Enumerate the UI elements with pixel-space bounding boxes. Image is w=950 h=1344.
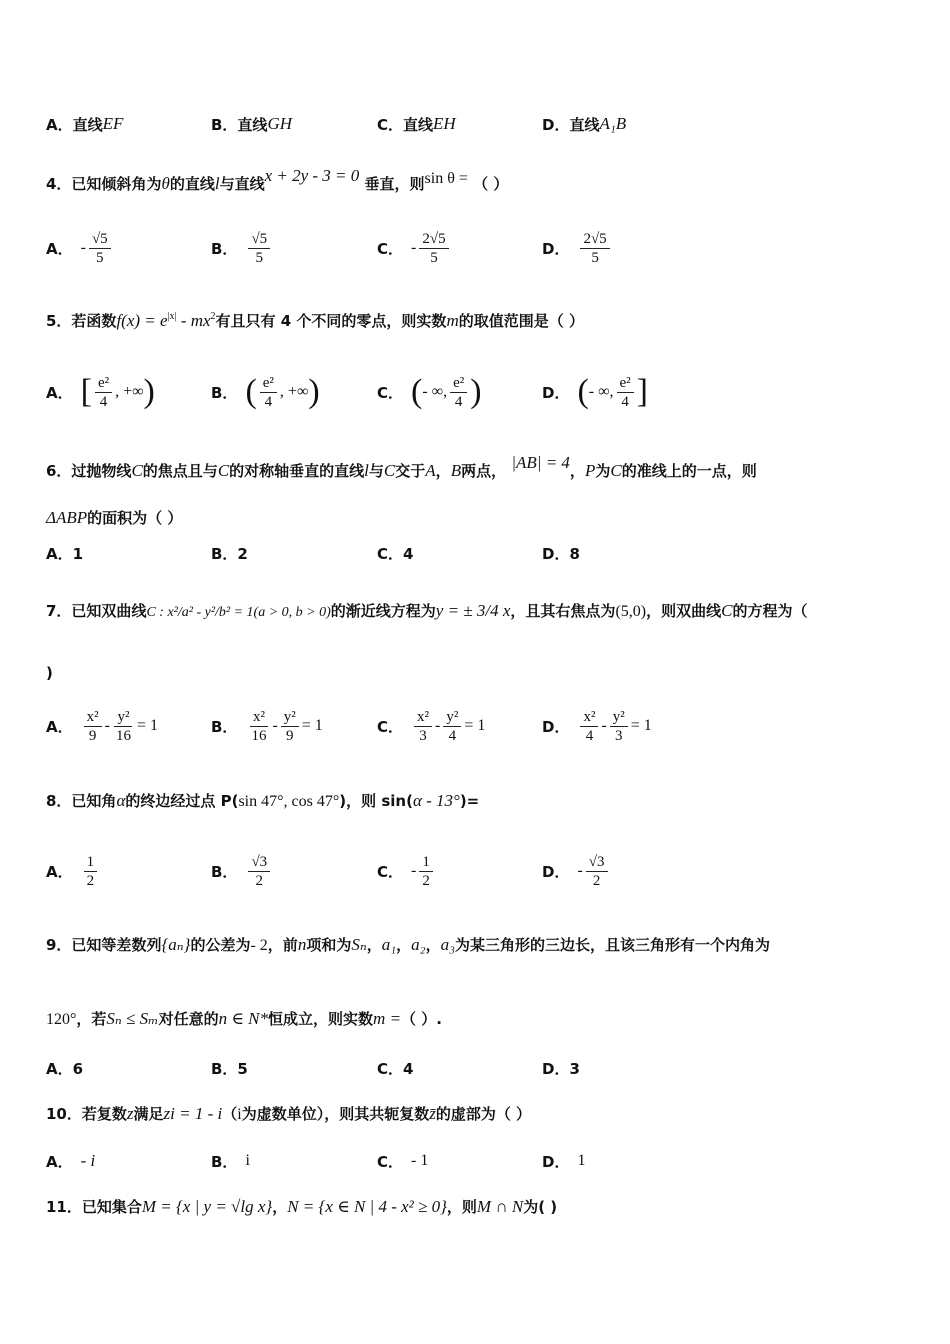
denominator: 5 bbox=[96, 249, 104, 266]
q8-options bbox=[46, 851, 906, 891]
q10-option-c[interactable] bbox=[377, 1141, 428, 1181]
q4-text: 4．已知倾斜角为 bbox=[46, 175, 162, 193]
q3-options bbox=[46, 104, 906, 144]
option-label: A． bbox=[46, 862, 73, 881]
q10-option-a[interactable] bbox=[46, 1141, 95, 1181]
q9-options bbox=[46, 1048, 906, 1088]
denominator: 2 bbox=[592, 872, 601, 889]
q8-point: sin 47°, cos 47° bbox=[238, 793, 340, 810]
q6-comma: ， bbox=[435, 462, 451, 480]
q5-square: 2 bbox=[210, 311, 216, 322]
option-label: A． bbox=[46, 239, 73, 258]
interval-start: - ∞, bbox=[422, 383, 448, 400]
option-fraction bbox=[89, 230, 111, 267]
q6-text: 的对称轴垂直的直线 bbox=[229, 462, 365, 480]
option-label: B． bbox=[211, 239, 238, 258]
q9-text: ，前 bbox=[267, 936, 298, 954]
y-term bbox=[113, 708, 134, 745]
q9-inequality: Sₙ ≤ Sₘ bbox=[106, 1009, 159, 1028]
denominator: 4 bbox=[99, 393, 108, 410]
q7-option-a[interactable]: A． $\frac{\text{x²}}{9}$ - $\frac{\text{y²}}{16}$ = 1 bbox=[46, 708, 158, 744]
q6-option-c[interactable] bbox=[377, 533, 413, 573]
bracket-open: ( bbox=[245, 373, 257, 410]
option-label: D． bbox=[542, 239, 570, 258]
q3-option-d[interactable] bbox=[542, 104, 626, 144]
y-term bbox=[281, 708, 299, 745]
q9-text: 对任意的 bbox=[158, 1010, 219, 1028]
q10-text: （ bbox=[222, 1105, 238, 1123]
option-fraction bbox=[95, 374, 112, 411]
x-term bbox=[580, 708, 598, 745]
q11-set-n: N = {x ∈ N | 4 - x² ≥ 0} bbox=[287, 1197, 447, 1216]
option-label: B． bbox=[211, 717, 238, 736]
q4-option-d[interactable] bbox=[542, 228, 613, 268]
denominator: 4 bbox=[454, 393, 463, 410]
option-fraction bbox=[84, 853, 98, 890]
q5-options bbox=[46, 372, 906, 412]
denominator: 4 bbox=[621, 393, 629, 410]
denominator: 9 bbox=[286, 727, 294, 744]
option-fraction bbox=[260, 374, 277, 411]
q5-option-d[interactable] bbox=[542, 372, 648, 412]
numerator: x² bbox=[414, 708, 432, 727]
q9-text: 的公差为 bbox=[190, 936, 251, 954]
numerator: x² bbox=[250, 708, 268, 727]
option-value: - i bbox=[80, 1151, 96, 1170]
option-label: B．2 bbox=[211, 544, 248, 563]
option-label: C． bbox=[377, 383, 404, 402]
numerator: y² bbox=[443, 708, 461, 727]
denominator: 4 bbox=[264, 393, 273, 410]
x-term bbox=[248, 708, 269, 745]
q10-i: i bbox=[237, 1106, 242, 1123]
numerator: 2√5 bbox=[419, 230, 448, 249]
q6-C: C bbox=[610, 461, 622, 480]
option-value: 1 bbox=[577, 1152, 586, 1169]
numerator: √5 bbox=[248, 230, 270, 249]
q11-comma: ， bbox=[272, 1198, 288, 1216]
option-label: D． bbox=[542, 383, 570, 402]
q9-text: 恒成立，则实数 bbox=[268, 1010, 374, 1028]
q8-text: 8．已知角 bbox=[46, 792, 117, 810]
q7-stem-line1 bbox=[46, 600, 807, 621]
bracket-close: ) bbox=[470, 373, 482, 410]
q9-text: 9．已知等差数列 bbox=[46, 936, 162, 954]
q9-a3: a₃ bbox=[440, 935, 456, 954]
q7-text: 的渐近线方程为 bbox=[330, 602, 436, 620]
option-fraction bbox=[617, 374, 634, 411]
option-label: B．直线 bbox=[211, 115, 268, 134]
numerator: √5 bbox=[89, 230, 111, 249]
option-label: C． bbox=[377, 862, 404, 881]
q10-equation: zi = 1 - i bbox=[163, 1104, 223, 1123]
option-label: B． bbox=[211, 383, 238, 402]
q6-ab-length: |AB| = 4 bbox=[511, 453, 570, 472]
q7-options bbox=[46, 706, 906, 746]
option-label: C． bbox=[377, 239, 404, 258]
q9-stem-line1 bbox=[46, 934, 770, 955]
option-label: D．8 bbox=[542, 544, 580, 563]
q3-option-b[interactable] bbox=[211, 104, 292, 144]
option-math: GH bbox=[267, 114, 292, 133]
equals-one: = 1 bbox=[136, 717, 158, 734]
denominator: 3 bbox=[419, 727, 427, 744]
option-value: i bbox=[245, 1152, 250, 1169]
option-fraction bbox=[580, 230, 609, 267]
option-label: C．4 bbox=[377, 544, 414, 563]
q7-focus: (5,0) bbox=[615, 603, 647, 620]
q7-asymptote: y = ± 3/4 x bbox=[435, 601, 511, 620]
q9-option-a[interactable] bbox=[46, 1048, 83, 1088]
q9-sn: Sₙ bbox=[351, 935, 367, 954]
numerator: e² bbox=[617, 374, 634, 393]
option-label: B． bbox=[211, 862, 238, 881]
option-label: C．4 bbox=[377, 1059, 414, 1078]
equals-one: = 1 bbox=[464, 717, 486, 734]
q9-angle: 120° bbox=[46, 1011, 77, 1028]
option-label: B．5 bbox=[211, 1059, 248, 1078]
q7-option-c[interactable]: C． $\frac{\text{x²}}{3}$ - $\frac{\text{y²}}{4}$ = 1 bbox=[377, 708, 486, 744]
q8-text: 的终边经过点 P( bbox=[125, 792, 239, 810]
q6-text: 与 bbox=[368, 462, 384, 480]
q4-option-a[interactable] bbox=[46, 228, 114, 268]
option-sign: - bbox=[80, 239, 86, 256]
interval-start: - ∞, bbox=[588, 383, 614, 400]
option-label: A． bbox=[46, 717, 73, 736]
q6-text: 两点， bbox=[461, 462, 507, 480]
q10-text: 的虚部为（ ） bbox=[435, 1105, 532, 1123]
option-label: D． bbox=[542, 862, 570, 881]
q11-stem bbox=[46, 1196, 557, 1217]
q6-triangle: ΔABP bbox=[46, 508, 88, 527]
q6-C: C bbox=[217, 461, 230, 480]
q9-comma: ， bbox=[366, 936, 382, 954]
y-term bbox=[610, 708, 628, 745]
q4-option-c[interactable] bbox=[377, 228, 452, 268]
q7-option-b[interactable]: B． $\frac{\text{x²}}{16}$ - $\frac{\text{y²}}{9}$ = 1 bbox=[211, 708, 323, 744]
q6-text: ， bbox=[569, 462, 585, 480]
q11-text: ，则 bbox=[446, 1198, 477, 1216]
bracket-close: ) bbox=[308, 373, 320, 410]
option-label: A．6 bbox=[46, 1059, 84, 1078]
interval-rest: , +∞ bbox=[279, 383, 309, 400]
q6-text: 6．过抛物线 bbox=[46, 462, 132, 480]
q7-paren: ) bbox=[46, 664, 53, 682]
option-fraction bbox=[419, 230, 448, 267]
q11-text: 11．已知集合 bbox=[46, 1198, 142, 1216]
denominator: 16 bbox=[115, 727, 131, 744]
q7-hyperbola: C : x²/a² - y²/b² = 1(a > 0, b > 0) bbox=[146, 605, 331, 620]
q6-option-b[interactable] bbox=[211, 533, 248, 573]
q4-line-l: l bbox=[214, 174, 220, 193]
q9-n: n bbox=[297, 935, 307, 954]
bracket-open: [ bbox=[80, 373, 92, 410]
q4-options bbox=[46, 228, 906, 268]
q8-expression: α - 13° bbox=[412, 791, 460, 810]
q10-stem bbox=[46, 1103, 531, 1124]
denominator: 5 bbox=[430, 249, 438, 266]
q5-text: 5．若函数 bbox=[46, 312, 117, 330]
q8-option-d[interactable] bbox=[542, 851, 611, 891]
q11-text: 为( ) bbox=[523, 1198, 558, 1216]
q9-option-c[interactable] bbox=[377, 1048, 413, 1088]
numerator: 1 bbox=[84, 853, 98, 872]
q11-set-m: M = {x | y = √lg x} bbox=[141, 1197, 273, 1216]
option-label: A． bbox=[46, 1152, 73, 1171]
option-label: D． bbox=[542, 717, 570, 736]
equals-one: = 1 bbox=[301, 717, 323, 734]
q6-stem-line1 bbox=[46, 453, 757, 481]
q7-stem-line2 bbox=[46, 664, 53, 682]
numerator: √3 bbox=[586, 853, 608, 872]
q6-text: 的准线上的一点，则 bbox=[621, 462, 757, 480]
q9-text: 项和为 bbox=[306, 936, 352, 954]
numerator: y² bbox=[281, 708, 299, 727]
q9-comma: ， bbox=[425, 936, 441, 954]
numerator: x² bbox=[580, 708, 598, 727]
denominator: 4 bbox=[448, 727, 457, 744]
option-math: EH bbox=[433, 114, 456, 133]
numerator: y² bbox=[610, 708, 628, 727]
option-label: D． bbox=[542, 1152, 570, 1171]
q10-option-b[interactable] bbox=[211, 1141, 250, 1181]
q8-text: )，则 sin( bbox=[339, 792, 413, 810]
q5-option-c[interactable] bbox=[377, 372, 482, 412]
q9-stem-line2 bbox=[46, 1008, 442, 1029]
option-fraction bbox=[450, 374, 467, 411]
q10-text: 10．若复数 bbox=[46, 1105, 127, 1123]
numerator: e² bbox=[95, 374, 112, 393]
numerator: y² bbox=[114, 708, 132, 727]
q8-alpha: α bbox=[116, 791, 126, 810]
q4-stem bbox=[46, 166, 508, 194]
numerator: e² bbox=[450, 374, 467, 393]
q10-z: z bbox=[126, 1104, 134, 1123]
equals-one: = 1 bbox=[630, 717, 652, 734]
q4-text: 垂直，则 bbox=[364, 175, 425, 193]
q7-C: C bbox=[721, 601, 733, 620]
q5-exponent: |x| bbox=[167, 311, 177, 322]
x-term bbox=[414, 708, 432, 745]
q9-text: 为某三角形的三边长，且该三角形有一个内角为 bbox=[455, 936, 771, 954]
q9-option-b[interactable] bbox=[211, 1048, 248, 1088]
bracket-close: ] bbox=[636, 373, 648, 410]
q4-equation: x + 2y - 3 = 0 bbox=[264, 166, 360, 185]
q6-text: 交于 bbox=[395, 462, 426, 480]
q9-comma: ， bbox=[396, 936, 412, 954]
q9-diff: - 2 bbox=[250, 937, 268, 954]
option-label: B． bbox=[211, 1152, 238, 1171]
option-fraction bbox=[586, 853, 608, 890]
denominator: 16 bbox=[251, 727, 267, 744]
q11-intersection: M ∩ N bbox=[476, 1197, 524, 1216]
denominator: 3 bbox=[615, 727, 623, 744]
y-term bbox=[443, 708, 461, 745]
q8-text: )= bbox=[459, 792, 480, 810]
q5-option-a[interactable] bbox=[46, 372, 155, 412]
q6-B: B bbox=[450, 461, 462, 480]
numerator: 2√5 bbox=[580, 230, 609, 249]
q4-sin: sin θ = bbox=[424, 170, 468, 187]
option-sign: - bbox=[577, 862, 583, 879]
option-sign: - bbox=[411, 239, 417, 256]
denominator: 2 bbox=[422, 872, 430, 889]
q9-text: （ ）. bbox=[401, 1010, 442, 1028]
option-label: C． bbox=[377, 717, 404, 736]
option-label: D．直线 bbox=[542, 115, 600, 134]
bracket-close: ) bbox=[143, 373, 155, 410]
x-term bbox=[84, 708, 102, 745]
option-label: C． bbox=[377, 1152, 404, 1171]
q3-option-c[interactable] bbox=[377, 104, 456, 144]
q7-text: 的方程为（ bbox=[732, 602, 808, 620]
q8-option-b[interactable] bbox=[211, 851, 273, 891]
q6-option-a[interactable] bbox=[46, 533, 83, 573]
option-value: - 1 bbox=[411, 1152, 429, 1169]
q9-m-eq: m = bbox=[373, 1009, 402, 1028]
q8-option-a[interactable] bbox=[46, 851, 100, 891]
q6-C: C bbox=[383, 461, 396, 480]
interval-rest: , +∞ bbox=[115, 383, 144, 400]
q5-option-b[interactable] bbox=[211, 372, 320, 412]
q6-text: 为 bbox=[595, 462, 611, 480]
q6-option-d[interactable] bbox=[542, 533, 580, 573]
option-sign: - bbox=[411, 862, 417, 879]
option-label: C．直线 bbox=[377, 115, 434, 134]
numerator: x² bbox=[84, 708, 102, 727]
q8-option-c[interactable] bbox=[377, 851, 436, 891]
q9-n-in: n ∈ N* bbox=[218, 1009, 269, 1028]
q6-A: A bbox=[425, 461, 436, 480]
q7-option-d[interactable]: D． $\frac{\text{x²}}{4}$ - $\frac{\text{y²}}{3}$ = 1 bbox=[542, 708, 652, 744]
q10-zbar: z̄ bbox=[429, 1104, 436, 1123]
denominator: 5 bbox=[591, 249, 599, 266]
q5-function-term: - mx bbox=[176, 311, 211, 330]
denominator: 2 bbox=[86, 872, 95, 889]
q9-a2: a₂ bbox=[411, 935, 426, 954]
q10-option-d[interactable] bbox=[542, 1141, 585, 1181]
numerator: √3 bbox=[248, 853, 270, 872]
option-fraction bbox=[419, 853, 433, 890]
bracket-open: ( bbox=[411, 373, 423, 410]
q5-m: m bbox=[446, 311, 459, 330]
q6-C: C bbox=[131, 461, 143, 480]
q7-text: ，且其右焦点为 bbox=[510, 602, 616, 620]
q8-stem bbox=[46, 790, 479, 811]
q5-text: 的取值范围是（ ） bbox=[458, 312, 584, 330]
option-fraction bbox=[248, 853, 270, 890]
denominator: 9 bbox=[88, 727, 97, 744]
q6-P: P bbox=[584, 461, 596, 480]
bracket-open: ( bbox=[577, 373, 589, 410]
q6-options bbox=[46, 533, 906, 573]
denominator: 2 bbox=[255, 872, 264, 889]
q4-answer-blank: （ ） bbox=[473, 175, 509, 193]
option-math: A₁B bbox=[599, 114, 627, 133]
option-label: A．1 bbox=[46, 544, 84, 563]
numerator: e² bbox=[260, 374, 277, 393]
option-math: EF bbox=[102, 114, 124, 133]
q6-text: 的面积为（ ） bbox=[87, 509, 183, 527]
q10-text: 为虚数单位），则其共轭复数 bbox=[241, 1105, 430, 1123]
option-label: A．直线 bbox=[46, 115, 103, 134]
q7-text: ，则双曲线 bbox=[646, 602, 722, 620]
q7-text: 7．已知双曲线 bbox=[46, 602, 147, 620]
q9-a1: a₁ bbox=[381, 935, 397, 954]
q9-option-d[interactable] bbox=[542, 1048, 580, 1088]
q4-option-b[interactable] bbox=[211, 228, 273, 268]
denominator: 5 bbox=[255, 249, 264, 266]
q9-text: ，若 bbox=[76, 1010, 107, 1028]
q10-text: 满足 bbox=[133, 1105, 164, 1123]
q9-sequence: {aₙ} bbox=[161, 935, 191, 954]
q6-stem-line2 bbox=[46, 507, 182, 528]
q6-text: 的焦点且与 bbox=[142, 462, 218, 480]
option-label: D．3 bbox=[542, 1059, 580, 1078]
numerator: 1 bbox=[419, 853, 433, 872]
q4-text: 与直线 bbox=[219, 175, 265, 193]
q4-text: 的直线 bbox=[169, 175, 215, 193]
q5-stem bbox=[46, 310, 584, 331]
q5-function: f(x) = e bbox=[116, 311, 168, 330]
option-fraction bbox=[248, 230, 270, 267]
q3-option-a[interactable] bbox=[46, 104, 123, 144]
option-label: A． bbox=[46, 383, 73, 402]
q6-l: l bbox=[364, 461, 369, 480]
q5-text: 有且只有 4 个不同的零点，则实数 bbox=[215, 312, 447, 330]
q10-options bbox=[46, 1141, 906, 1181]
denominator: 4 bbox=[585, 727, 594, 744]
q4-theta: θ bbox=[161, 174, 170, 193]
